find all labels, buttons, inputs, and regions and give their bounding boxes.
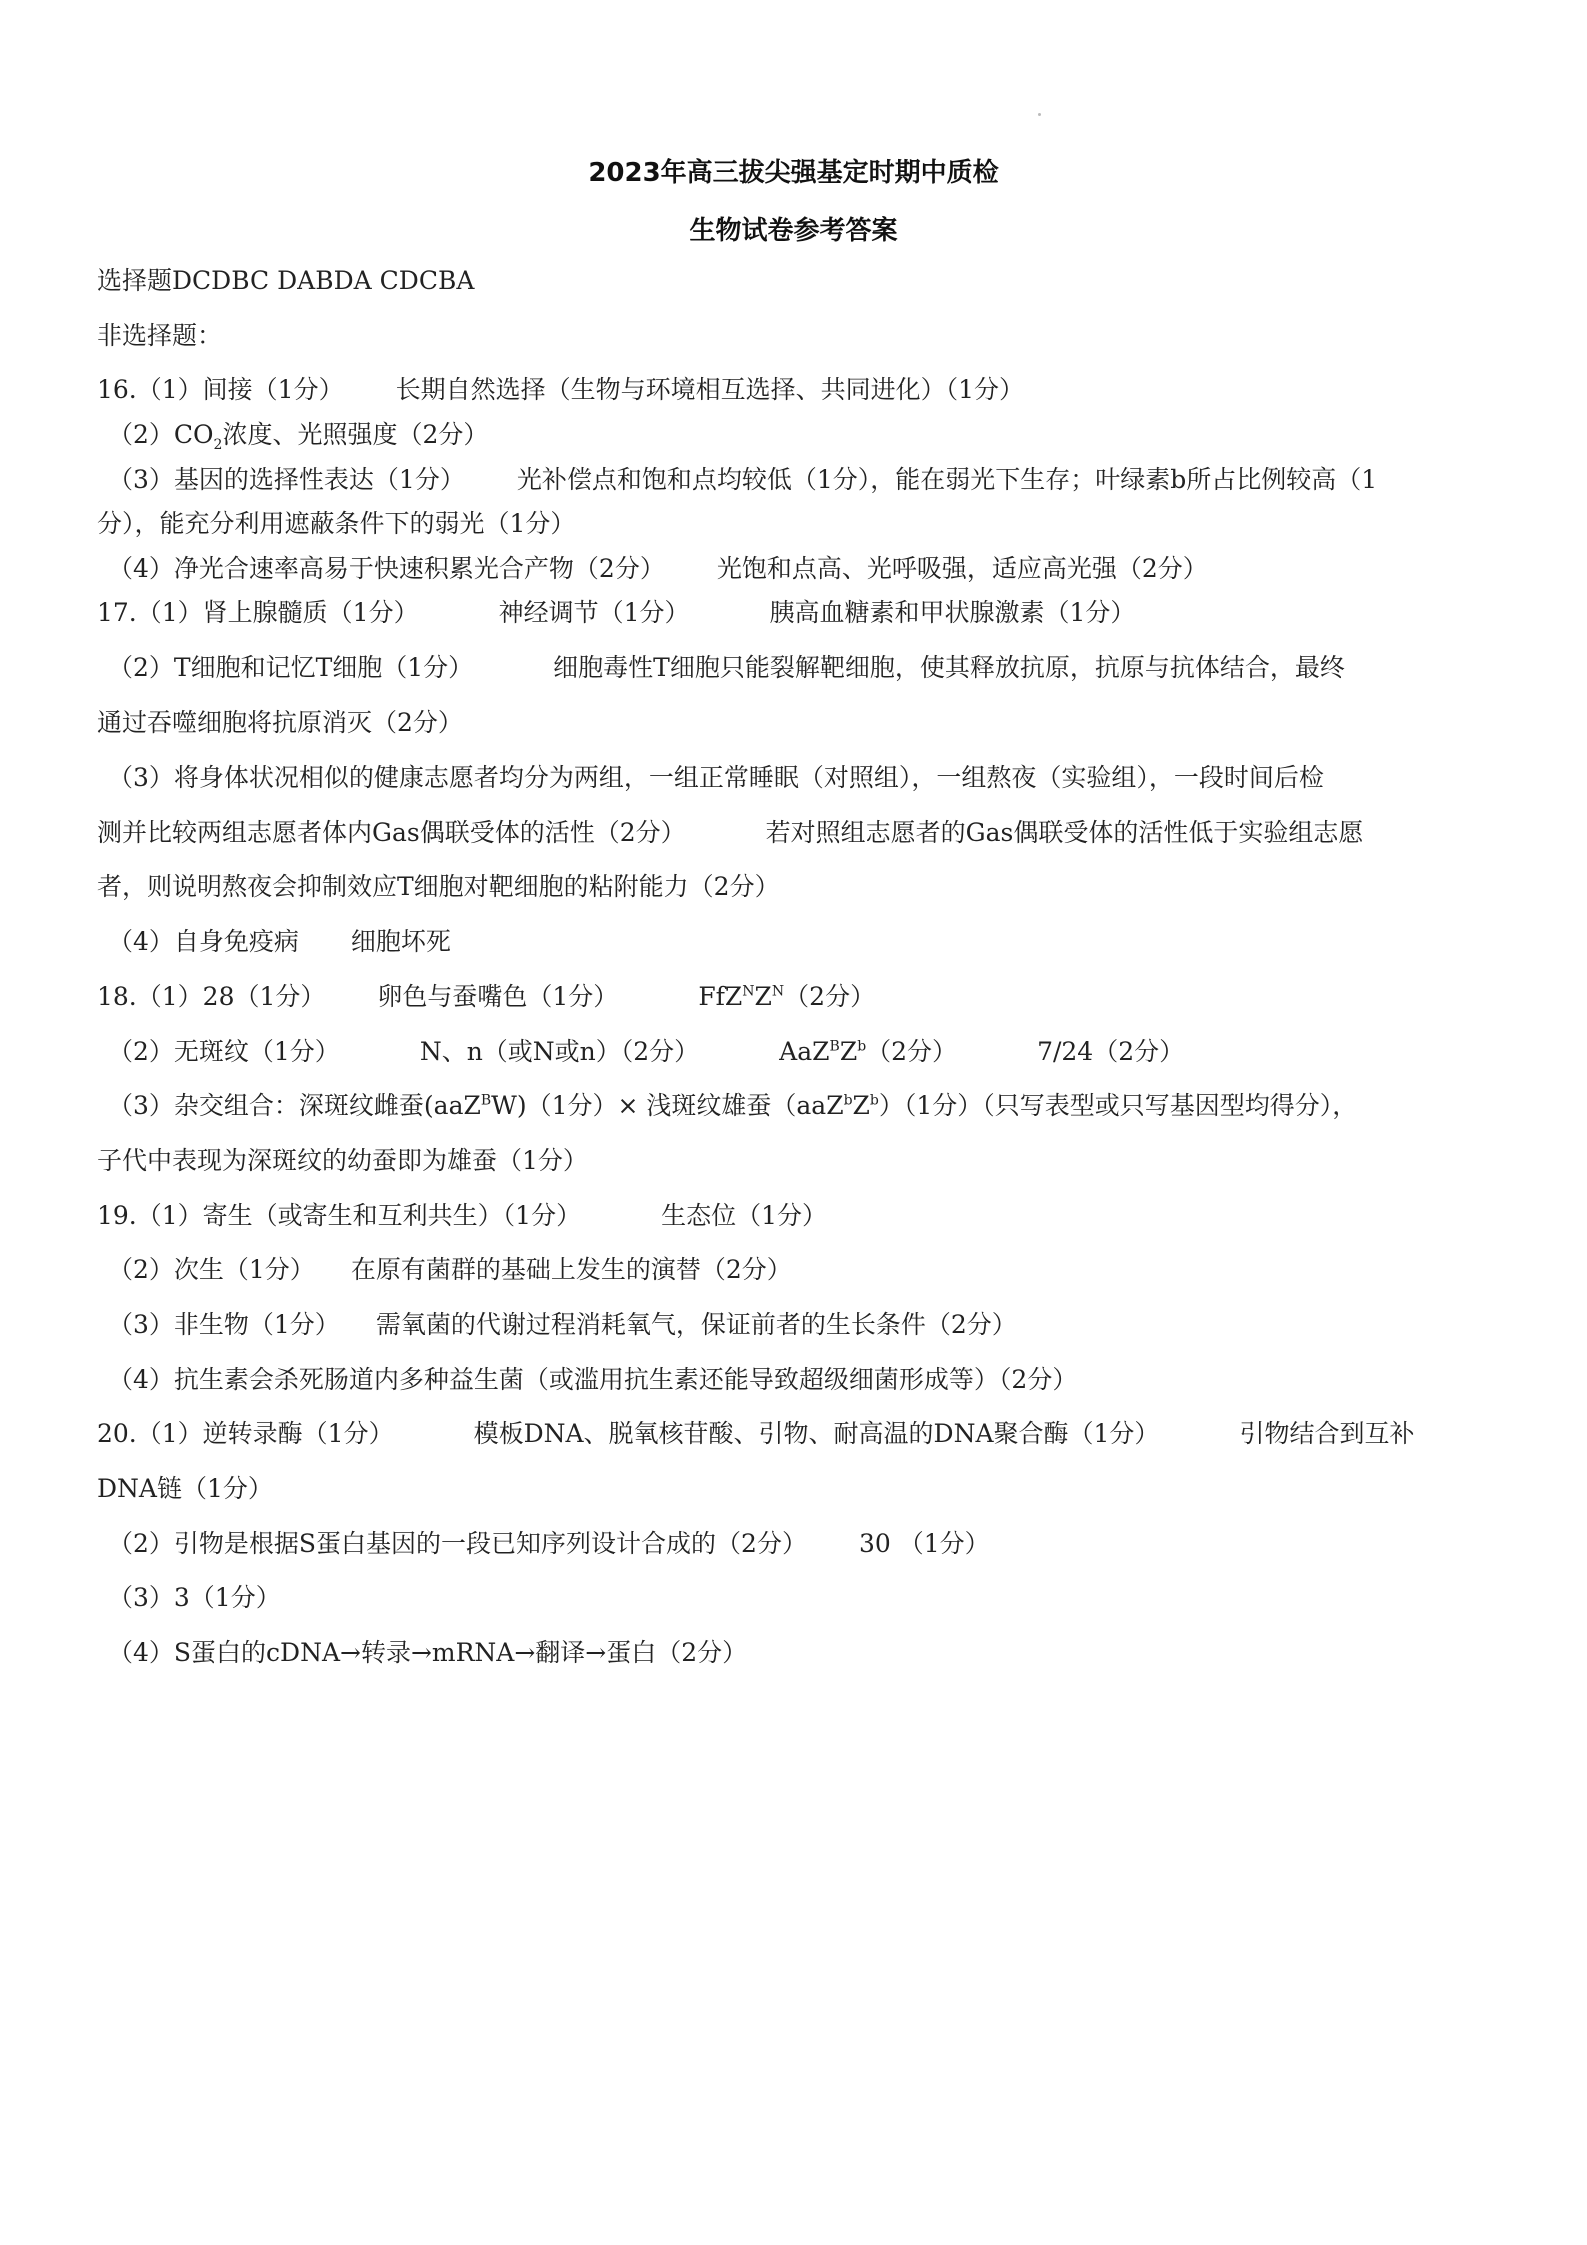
q16-part2: $(2)CO_2$浓度、光照强度（2分） [108,420,489,453]
q18-part3-cont: 子代中表现为深斑纹的幼蚕即为雄蚕（1分） [97,1146,588,1175]
q20-part2: （2）引物是根据S蛋白基因的一段已知序列设计合成的（2分） 30 （1分） [108,1529,990,1558]
q17-part2-cont: 通过吞噬细胞将抗原消灭（2分） [97,708,463,737]
q17-part3-cont2: 者，则说明熬夜会抑制效应T细胞对靶细胞的粘附能力（2分） [97,872,780,901]
q19-part3: （3）非生物（1分） 需氧菌的代谢过程消耗氧气，保证前者的生长条件（2分） [108,1310,1017,1339]
q16-part3-cont: 分），能充分利用遮蔽条件下的弱光（1分） [97,509,576,538]
nonchoice-heading: 非选择题： [97,321,223,350]
q19-part1: 19.（1）寄生（或寄生和互利共生）（1分） 生态位（1分） [97,1201,827,1230]
q17-part2: （2）T细胞和记忆T细胞（1分） 细胞毒性T细胞只能裂解靶细胞，使其释放抗原，抗原与抗体结合，最终 [108,653,1345,682]
q20-part3: （3）3（1分） [108,1583,281,1612]
page-subtitle: 生物试卷参考答案 [689,216,898,246]
q19-part4: （4）抗生素会杀死肠道内多种益生菌（或滥用抗生素还能导致超级细菌形成等）（2分） [108,1365,1078,1394]
q18-part1: 18.（1）28（1分） 卵色与蚕嘴色（1分） $FfZ^NZ^N(2$分） [97,982,876,1011]
q20-part1: 20.（1）逆转录酶（1分） 模板DNA、脱氧核苷酸、引物、耐高温的DNA聚合酶（1分） 引物结合到互补 [97,1419,1415,1448]
q20-part4: （4）S蛋白的cDNA→转录→mRNA→翻译→蛋白（2分） [108,1638,748,1667]
scan-speck [1038,113,1041,116]
choice-answers: 选择题DCDBC DABDA CDCBA [97,266,475,295]
q17-part1: 17.（1）肾上腺髓质（1分） 神经调节（1分） 胰高血糖素和甲状腺激素（1分） [97,598,1136,627]
q16-part1: 16.（1）间接（1分） 长期自然选择（生物与环境相互选择、共同进化）（1分） [97,375,1024,404]
q17-part3: （3）将身体状况相似的健康志愿者均分为两组，一组正常睡眠（对照组），一组熬夜（实验组），一段时间后检 [108,763,1324,792]
q20-part1-cont: DNA链（1分） [97,1474,273,1503]
q19-part2: （2）次生（1分） 在原有菌群的基础上发生的演替（2分） [108,1255,792,1284]
q17-part3-cont: 测并比较两组志愿者体内Gas偶联受体的活性（2分） 若对照组志愿者的Gas偶联受体的活性低于实验组志愿 [97,818,1364,847]
q18-part3: （3）杂交组合：深斑纹雌蚕(aaZ$^B$W)（1分）× 浅斑纹雄蚕$(aaZ^bZ^b)(1$分）（只写表型或只写基因型均得分）， [108,1091,1358,1120]
q18-part2: （2）无斑纹（1分） N、n（或N或n）（2分） $AaZ^BZ^b(2$分） 7/24（2分） [108,1037,1185,1066]
q17-part4: （4）自身免疫病 细胞坏死 [108,927,451,956]
q16-part4: （4）净光合速率高易于快速积累光合产物（2分） 光饱和点高、光呼吸强，适应高光强（2分） [108,554,1208,583]
q16-part3: （3）基因的选择性表达（1分） 光补偿点和饱和点均较低（1分），能在弱光下生存；叶绿素b所占比例较高（1 [108,465,1378,494]
page-title: 2023年高三拔尖强基定时期中质检 [588,158,999,188]
